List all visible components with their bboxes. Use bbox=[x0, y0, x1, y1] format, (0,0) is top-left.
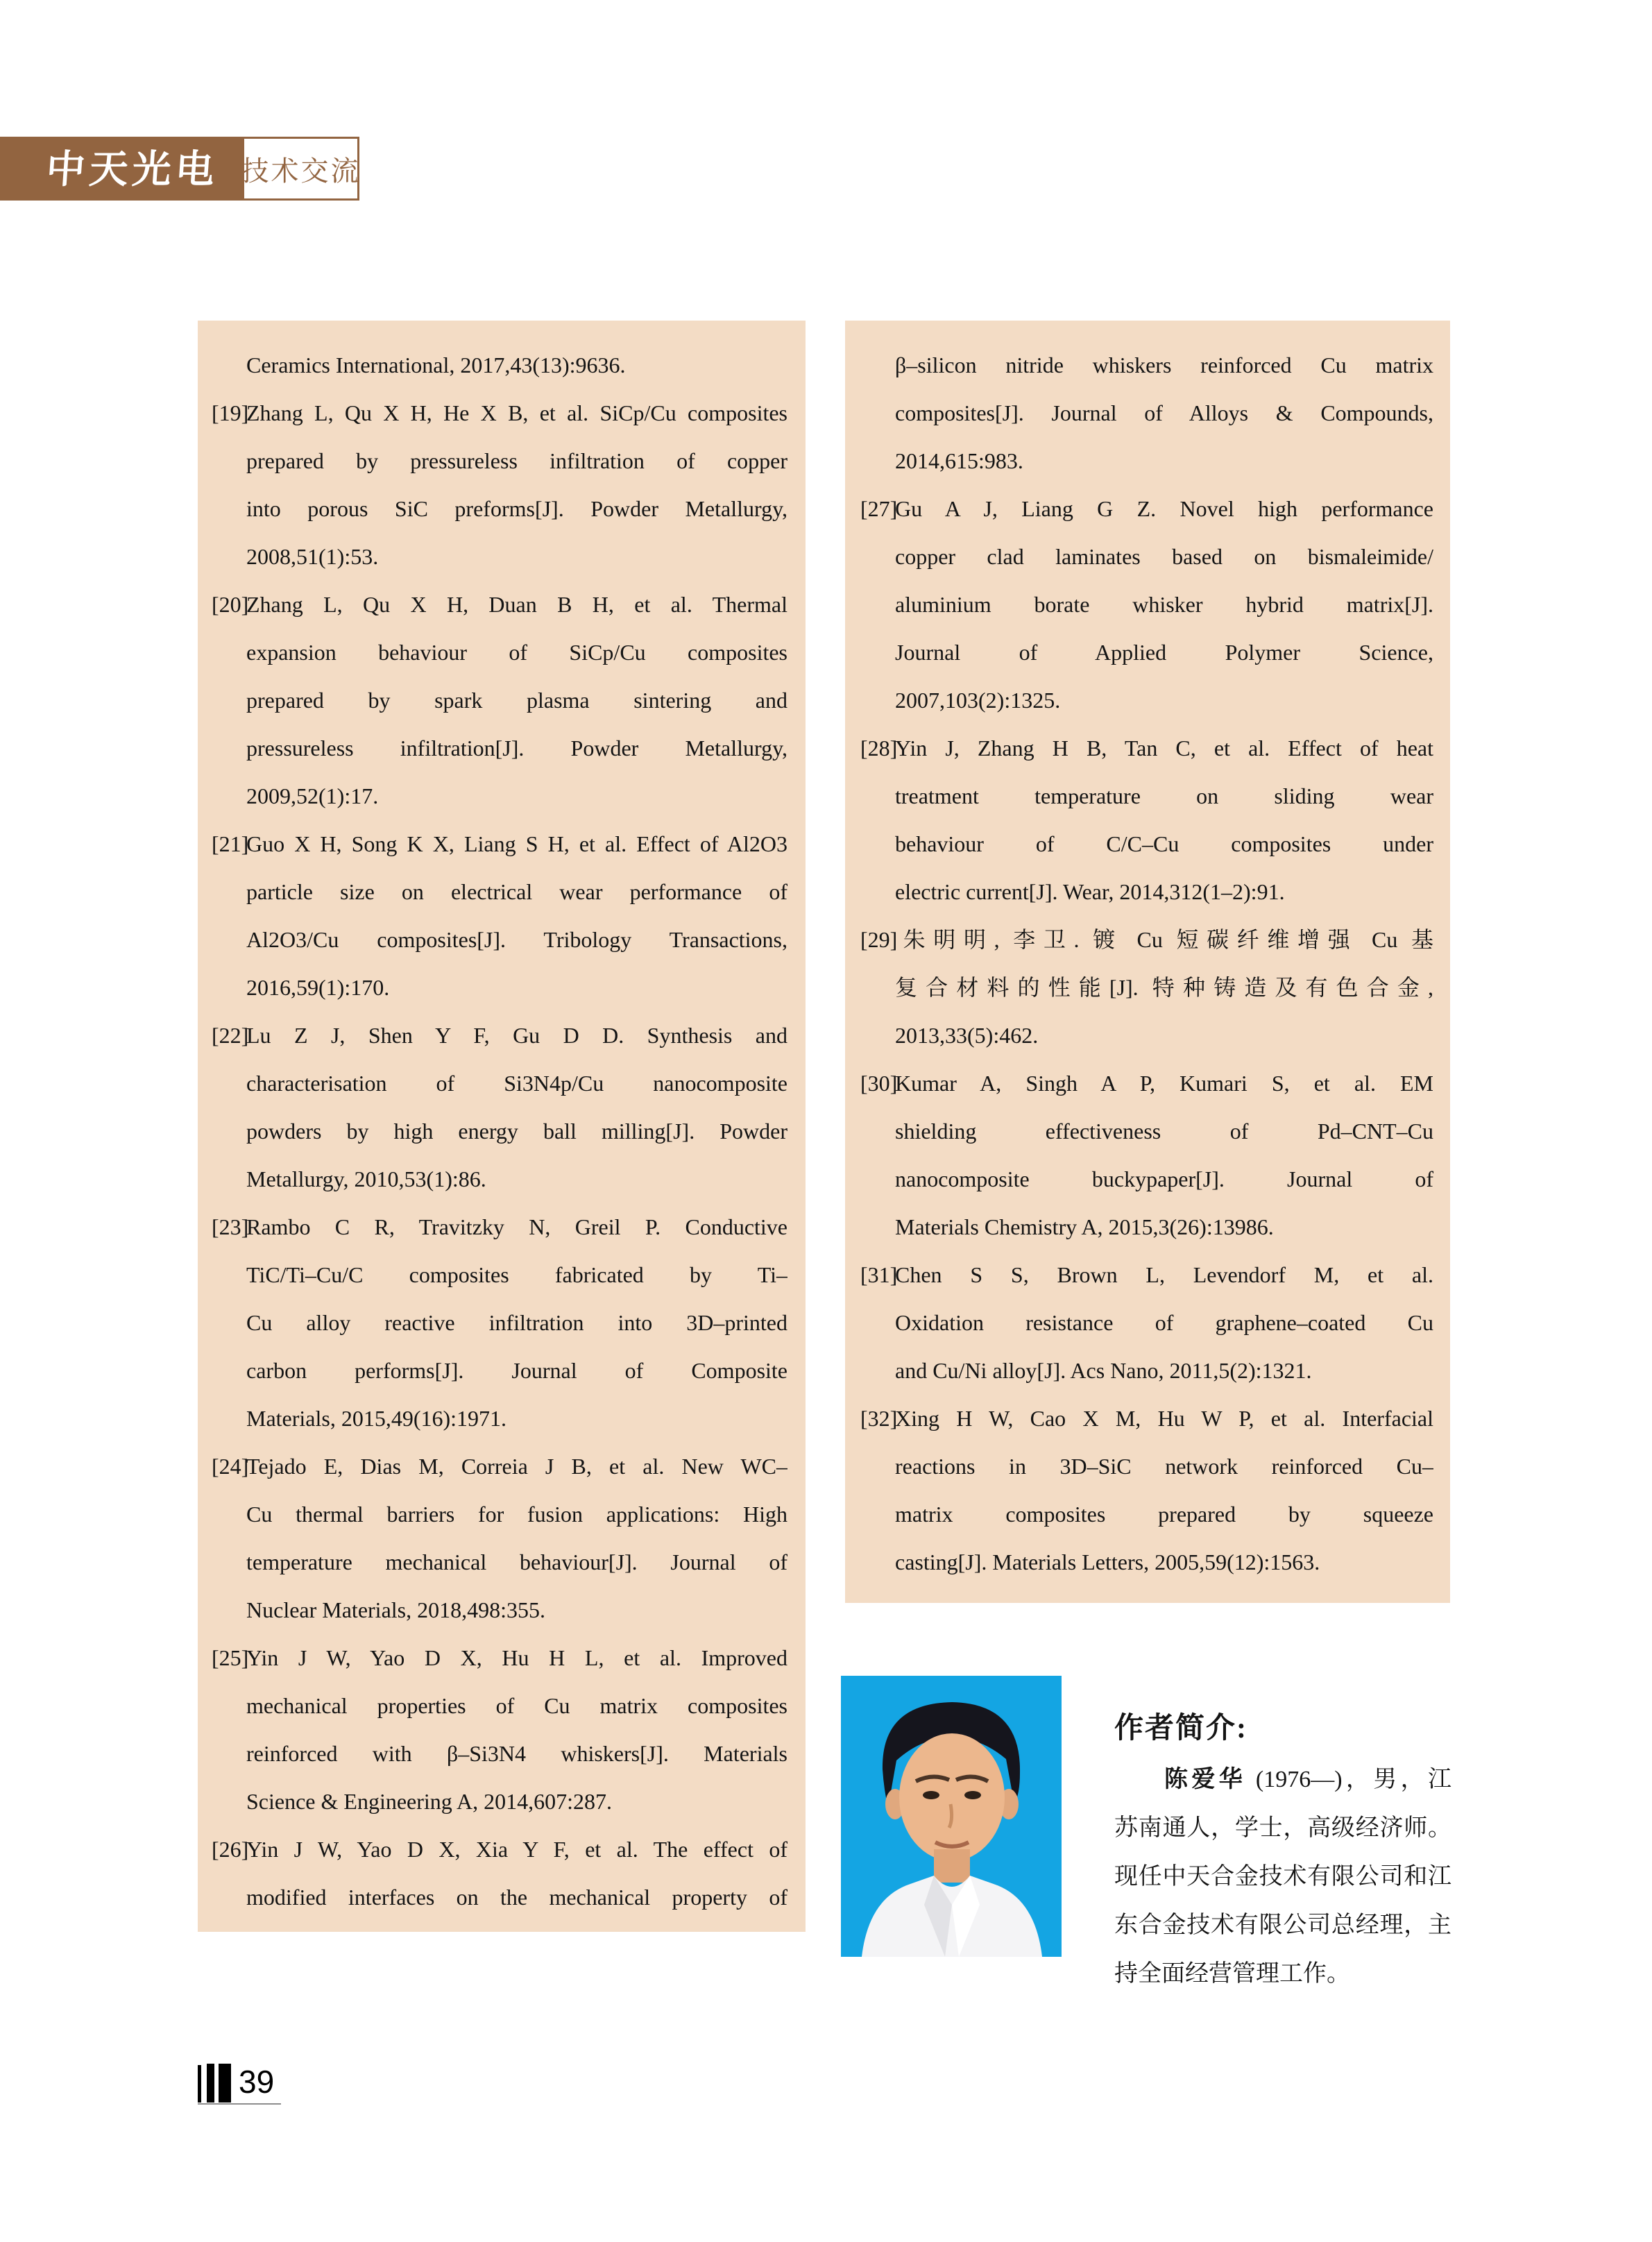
reference-number: [31] bbox=[860, 1262, 898, 1287]
page-number-bar-icon bbox=[219, 2064, 231, 2103]
reference-line: 复合材料的性能[J]. 特种铸造及有色合金, bbox=[895, 975, 1433, 1000]
page-number-bar-icon bbox=[207, 2064, 214, 2103]
reference-line: electric current[J]. Wear, 2014,312(1–2):91. bbox=[895, 879, 1285, 904]
reference-line: 2009,52(1):17. bbox=[246, 783, 379, 808]
author-bio-line: 持全面经营管理工作。 bbox=[1114, 1961, 1350, 1987]
reference-line: into porous SiC preforms[J]. Powder Metallurgy, bbox=[246, 496, 787, 521]
reference-line: prepared by pressureless infiltration of copper bbox=[246, 448, 787, 473]
reference-line: [21]Guo X H, Song K X, Liang S H, et al. Effect of Al2O3 bbox=[212, 820, 787, 868]
reference-line: powders by high energy ball milling[J]. Powder bbox=[246, 1119, 787, 1144]
reference-line: reactions in 3D–SiC network reinforced Cu– bbox=[895, 1454, 1433, 1479]
author-bio bbox=[1114, 1701, 1451, 1998]
reference-line: Journal of Applied Polymer Science, bbox=[895, 640, 1433, 665]
reference-line: shielding effectiveness of Pd–CNT–Cu bbox=[895, 1119, 1433, 1144]
reference-line: [23]Rambo C R, Travitzky N, Greil P. Conductive bbox=[212, 1203, 787, 1251]
reference-line: 2008,51(1):53. bbox=[246, 544, 379, 569]
reference-line: mechanical properties of Cu matrix composites bbox=[246, 1693, 787, 1718]
reference-line: 2007,103(2):1325. bbox=[895, 688, 1061, 713]
reference-line: [22]Lu Z J, Shen Y F, Gu D D. Synthesis and bbox=[212, 1012, 787, 1060]
reference-line: [26]Yin J W, Yao D X, Xia Y F, et al. The effect of bbox=[212, 1826, 787, 1874]
brand-logo: 中天光电 bbox=[44, 148, 220, 192]
reference-line: treatment temperature on sliding wear bbox=[895, 783, 1433, 808]
reference-line: 2016,59(1):170. bbox=[246, 975, 390, 1000]
reference-number: [21] bbox=[212, 831, 249, 856]
reference-number: [26] bbox=[212, 1837, 249, 1862]
author-portrait-illustration bbox=[841, 1676, 1062, 1957]
reference-number: [28] bbox=[860, 736, 898, 761]
author-photo bbox=[841, 1676, 1062, 1957]
reference-line: [27]Gu A J, Liang G Z. Novel high performance bbox=[860, 485, 1433, 533]
footer-rule bbox=[198, 2103, 281, 2105]
reference-number: [24] bbox=[212, 1454, 249, 1479]
reference-line: 2014,615:983. bbox=[895, 448, 1023, 473]
reference-line: aluminium borate whisker hybrid matrix[J]. bbox=[895, 592, 1433, 617]
reference-line: nanocomposite buckypaper[J]. Journal of bbox=[895, 1166, 1433, 1191]
reference-line: [31]Chen S S, Brown L, Levendorf M, et al. bbox=[860, 1251, 1433, 1299]
reference-line: TiC/Ti–Cu/C composites fabricated by Ti– bbox=[246, 1262, 787, 1287]
reference-line: expansion behaviour of SiCp/Cu composites bbox=[246, 640, 787, 665]
reference-line: characterisation of Si3N4p/Cu nanocomposite bbox=[246, 1071, 787, 1096]
reference-line: [32]Xing H W, Cao X M, Hu W P, et al. Interfacial bbox=[860, 1395, 1433, 1443]
reference-line: [30]Kumar A, Singh A P, Kumari S, et al. EM bbox=[860, 1060, 1433, 1107]
author-bio-line: 东合金技术有限公司总经理，主 bbox=[1114, 1912, 1451, 1938]
author-bio-text: (1976—)，男，江 bbox=[1246, 1767, 1451, 1792]
reference-number: [25] bbox=[212, 1645, 249, 1670]
page-number-bar-icon bbox=[198, 2065, 201, 2103]
reference-line: Al2O3/Cu composites[J]. Tribology Transactions, bbox=[246, 927, 787, 952]
reference-line: Ceramics International, 2017,43(13):9636. bbox=[246, 353, 626, 377]
reference-line: [25]Yin J W, Yao D X, Hu H L, et al. Improved bbox=[212, 1634, 787, 1682]
section-label: 技术交流 bbox=[241, 155, 361, 187]
reference-line: copper clad laminates based on bismaleimide/ bbox=[895, 544, 1433, 569]
reference-number: [27] bbox=[860, 496, 898, 521]
reference-line: prepared by spark plasma sintering and bbox=[246, 688, 787, 713]
reference-line: Materials, 2015,49(16):1971. bbox=[246, 1406, 507, 1431]
reference-line: [20]Zhang L, Qu X H, Duan B H, et al. Thermal bbox=[212, 581, 787, 629]
reference-number: [22] bbox=[212, 1023, 249, 1048]
reference-line: 2013,33(5):462. bbox=[895, 1023, 1039, 1048]
reference-number: [20] bbox=[212, 592, 249, 617]
reference-line: Cu alloy reactive infiltration into 3D–printed bbox=[246, 1310, 787, 1335]
reference-number: [23] bbox=[212, 1214, 249, 1239]
section-label-box bbox=[242, 137, 359, 201]
reference-number: [30] bbox=[860, 1071, 898, 1096]
reference-line: modified interfaces on the mechanical property of bbox=[246, 1885, 787, 1910]
reference-line: behaviour of C/C–Cu composites under bbox=[895, 831, 1433, 856]
reference-number: [19] bbox=[212, 400, 249, 425]
references-column-right bbox=[845, 321, 1450, 1603]
reference-line: Science & Engineering A, 2014,607:287. bbox=[246, 1789, 613, 1814]
reference-line: Metallurgy, 2010,53(1):86. bbox=[246, 1166, 486, 1191]
author-bio-line: 苏南通人，学士，高级经济师。 bbox=[1114, 1815, 1451, 1841]
reference-line: carbon performs[J]. Journal of Composite bbox=[246, 1358, 787, 1383]
reference-line: Oxidation resistance of graphene–coated Cu bbox=[895, 1310, 1433, 1335]
reference-line: composites[J]. Journal of Alloys & Compounds, bbox=[895, 400, 1433, 425]
author-bio-line: 现任中天合金技术有限公司和江 bbox=[1114, 1864, 1451, 1889]
reference-line: [24]Tejado E, Dias M, Correia J B, et al. New WC– bbox=[212, 1443, 787, 1491]
reference-line: Materials Chemistry A, 2015,3(26):13986. bbox=[895, 1214, 1274, 1239]
author-bio-heading: 作者简介: bbox=[1114, 1713, 1247, 1744]
reference-line: matrix composites prepared by squeeze bbox=[895, 1502, 1433, 1527]
reference-line: reinforced with β–Si3N4 whiskers[J]. Materials bbox=[246, 1741, 787, 1766]
references-column-left bbox=[198, 321, 806, 1932]
brand-bar bbox=[0, 137, 242, 201]
author-bio-line bbox=[1114, 1756, 1451, 1804]
reference-line: particle size on electrical wear performance of bbox=[246, 879, 787, 904]
reference-number: [32] bbox=[860, 1406, 898, 1431]
reference-line: temperature mechanical behaviour[J]. Journal of bbox=[246, 1549, 787, 1574]
reference-number: [29] bbox=[860, 927, 898, 952]
reference-line: and Cu/Ni alloy[J]. Acs Nano, 2011,5(2):1321. bbox=[895, 1358, 1312, 1383]
reference-line: [19]Zhang L, Qu X H, He X B, et al. SiCp/Cu composites bbox=[212, 389, 787, 437]
reference-line: β–silicon nitride whiskers reinforced Cu matrix bbox=[895, 353, 1433, 377]
page-number: 39 bbox=[239, 2064, 275, 2100]
reference-line: casting[J]. Materials Letters, 2005,59(12):1563. bbox=[895, 1549, 1320, 1574]
reference-line: [28]Yin J, Zhang H B, Tan C, et al. Effect of heat bbox=[860, 724, 1433, 772]
reference-line: pressureless infiltration[J]. Powder Metallurgy, bbox=[246, 736, 787, 761]
author-name: 陈爱华 bbox=[1164, 1767, 1247, 1792]
reference-line: Nuclear Materials, 2018,498:355. bbox=[246, 1597, 545, 1622]
reference-line: [29]朱明明, 李卫. 镀 Cu 短碳纤维增强 Cu 基 bbox=[860, 916, 1433, 964]
page-header bbox=[0, 137, 361, 201]
reference-line: Cu thermal barriers for fusion applications: High bbox=[246, 1502, 787, 1527]
